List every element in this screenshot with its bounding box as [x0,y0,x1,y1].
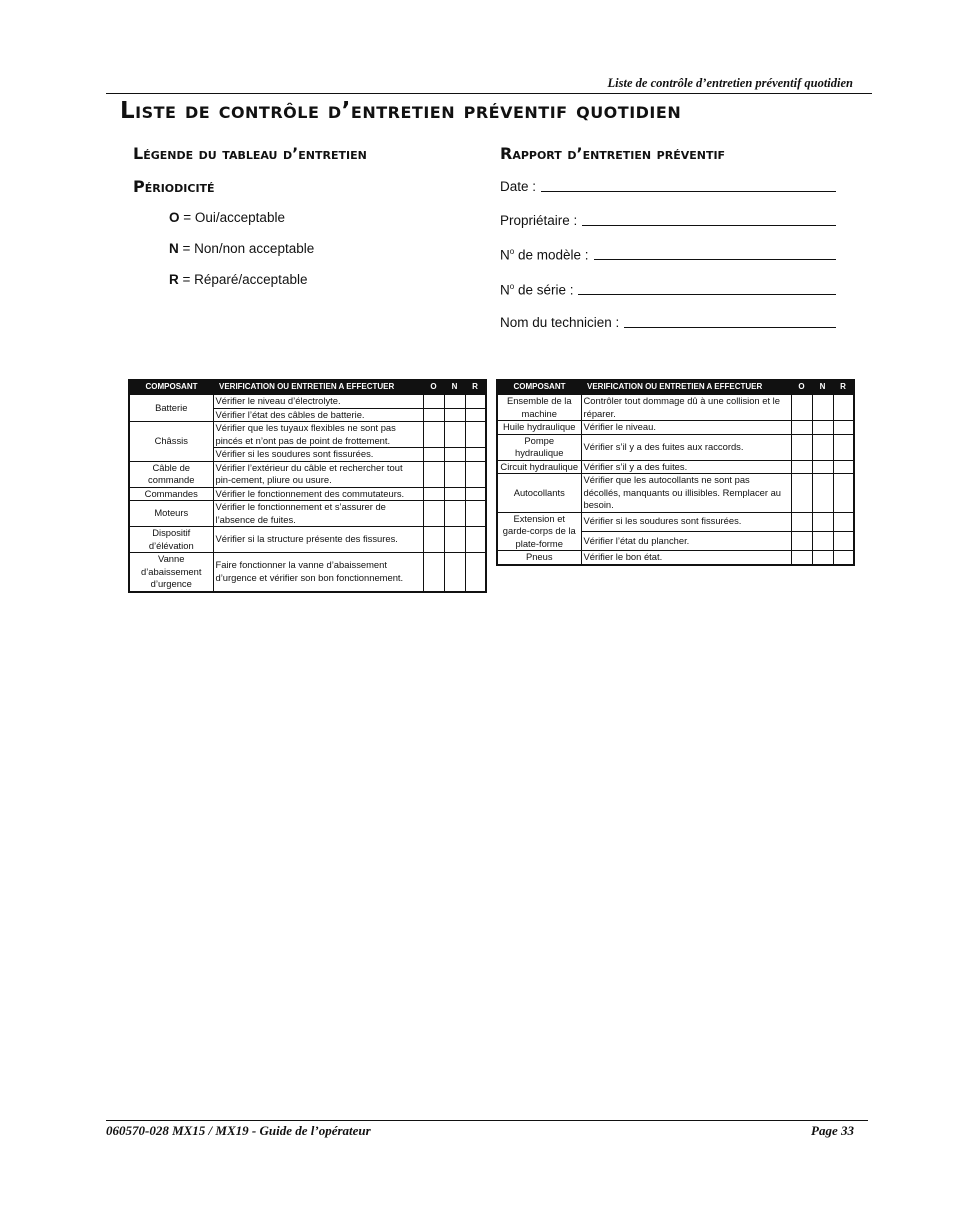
date-field[interactable] [500,178,836,194]
checkbox-n[interactable] [812,551,833,565]
check-cell: Vérifier si la structure présente des fissures. [213,527,423,553]
check-cell: Vérifier l’état du plancher. [581,531,791,550]
table-row [497,512,854,531]
column-header-check: VERIFICATION OU ENTRETIEN A EFFECTUER [581,380,791,395]
field-line[interactable] [594,259,837,260]
checkbox-r[interactable] [465,422,486,448]
checkbox-r[interactable] [465,487,486,501]
check-cell: Contrôler tout dommage dû à une collision et le réparer. [581,395,791,421]
checkbox-n[interactable] [444,553,465,592]
maintenance-table-left [128,379,487,593]
checkbox-n[interactable] [444,487,465,501]
component-cell: Batterie [129,395,213,422]
checkbox-r[interactable] [833,395,854,421]
checkbox-o[interactable] [791,434,812,460]
periodicity-title: Périodicité [133,177,215,196]
checkbox-o[interactable] [423,553,444,592]
legend-text: = Non/non acceptable [178,241,315,256]
checkbox-n[interactable] [444,448,465,462]
component-cell: Extension et garde-corps de la plate-forme [497,512,581,551]
column-header-component: COMPOSANT [129,380,213,395]
checkbox-n[interactable] [444,527,465,553]
footer-rule [106,1120,868,1121]
component-cell: Huile hydraulique [497,421,581,435]
checkbox-r[interactable] [833,434,854,460]
table-row [129,422,486,448]
checkbox-r[interactable] [833,421,854,435]
component-cell: Châssis [129,422,213,462]
field-label [500,282,578,298]
owner-field[interactable] [500,212,836,228]
checkbox-n[interactable] [812,474,833,513]
check-cell: Vérifier que les autocollants ne sont pas décollés, manquants ou illisibles. Remplacer au besoin. [581,474,791,513]
legend-key: R [169,272,179,287]
checkbox-o[interactable] [791,474,812,513]
checkbox-n[interactable] [812,421,833,435]
checkbox-n[interactable] [444,501,465,527]
column-header-component: COMPOSANT [497,380,581,395]
checkbox-o[interactable] [423,487,444,501]
column-header-r: R [465,380,486,395]
table-row [497,460,854,474]
component-cell: Circuit hydraulique [497,460,581,474]
serial-number-field[interactable] [500,281,836,297]
label-pre: N [500,282,510,297]
checkbox-r[interactable] [465,501,486,527]
component-cell: Pompe hydraulique [497,434,581,460]
running-header: Liste de contrôle d’entretien préventif quotidien [607,76,853,90]
component-cell: Autocollants [497,474,581,513]
table-row [497,395,854,421]
checkbox-r[interactable] [833,531,854,550]
maintenance-table-right [496,379,855,566]
checkbox-o[interactable] [791,551,812,565]
table-row [497,434,854,460]
checkbox-n[interactable] [812,531,833,550]
check-cell: Vérifier s’il y a des fuites aux raccords. [581,434,791,460]
legend-text: = Réparé/acceptable [178,272,308,287]
checkbox-r[interactable] [465,408,486,422]
technician-name-field[interactable] [500,314,836,330]
legend-title: Légende du tableau d’entretien [133,144,367,163]
model-number-field[interactable] [500,246,836,262]
page-number: Page 33 [811,1123,854,1138]
legend-key: N [169,241,179,256]
checkbox-o[interactable] [423,395,444,409]
component-cell: Dispositif d’élévation [129,527,213,553]
table-row [497,421,854,435]
component-cell: Câble de commande [129,461,213,487]
field-label: Nom du technicien : [500,315,620,330]
checkbox-r[interactable] [465,527,486,553]
column-header-o: O [423,380,444,395]
page-title: Liste de contrôle d’entretien préventif quotidien [120,98,682,124]
column-header-n: N [444,380,465,395]
checkbox-r[interactable] [833,551,854,565]
check-cell: Vérifier le fonctionnement et s’assurer de l’absence de fuites. [213,501,423,527]
report-title: Rapport d’entretien préventif [500,144,726,163]
table-row [129,395,486,409]
checkbox-r[interactable] [465,553,486,592]
header-rule [106,93,872,94]
column-header-o: O [791,380,812,395]
legend-key: O [169,210,180,225]
field-label: Date : [500,179,537,194]
checkbox-o[interactable] [423,501,444,527]
check-cell: Vérifier le fonctionnement des commutateurs. [213,487,423,501]
check-cell: Vérifier si les soudures sont fissurées. [581,512,791,531]
checkbox-n[interactable] [444,408,465,422]
component-cell: Moteurs [129,501,213,527]
checkbox-n[interactable] [444,395,465,409]
column-header-n: N [812,380,833,395]
footer-doc-title: 060570-028 MX15 / MX19 - Guide de l’opérateur [106,1123,371,1138]
legend-item-r [169,272,307,287]
check-cell: Faire fonctionner la vanne d’abaissement d’urgence et vérifier son bon fonctionnement. [213,553,423,592]
component-cell: Commandes [129,487,213,501]
table-row [497,474,854,513]
label-post: de modèle : [514,247,589,262]
check-cell: Vérifier l’état des câbles de batterie. [213,408,423,422]
field-line[interactable] [582,225,836,226]
checkbox-o[interactable] [791,512,812,531]
table-row [497,551,854,565]
checkbox-o[interactable] [423,448,444,462]
column-header-r: R [833,380,854,395]
label-pre: N [500,247,510,262]
checkbox-o[interactable] [423,527,444,553]
checkbox-o[interactable] [423,422,444,448]
component-cell: Pneus [497,551,581,565]
checkbox-n[interactable] [812,512,833,531]
field-line[interactable] [578,294,836,295]
checkbox-o[interactable] [423,461,444,487]
field-line[interactable] [541,191,836,192]
checkbox-n[interactable] [444,422,465,448]
label-post: de série : [514,282,574,297]
table-row [129,527,486,553]
checkbox-n[interactable] [812,460,833,474]
checkbox-o[interactable] [791,395,812,421]
table-row [129,553,486,592]
check-cell: Vérifier si les soudures sont fissurées. [213,448,423,462]
checkbox-r[interactable] [833,460,854,474]
field-label [500,247,594,263]
column-header-check: VERIFICATION OU ENTRETIEN A EFFECTUER [213,380,423,395]
table-row [129,487,486,501]
checkbox-r[interactable] [465,448,486,462]
field-label: Propriétaire : [500,213,578,228]
field-line[interactable] [624,327,836,328]
component-cell: Ensemble de la machine [497,395,581,421]
checkbox-r[interactable] [465,395,486,409]
legend-item-n [169,241,314,256]
check-cell: Vérifier l’extérieur du câble et rechercher tout pin-cement, pliure ou usure. [213,461,423,487]
label-sup: o [509,246,515,256]
checkbox-r[interactable] [833,512,854,531]
checkbox-r[interactable] [465,461,486,487]
check-cell: Vérifier le niveau d’électrolyte. [213,395,423,409]
check-cell: Vérifier s’il y a des fuites. [581,460,791,474]
label-sup: o [509,281,515,291]
legend-text: = Oui/acceptable [179,210,285,225]
checkbox-n[interactable] [812,395,833,421]
check-cell: Vérifier le niveau. [581,421,791,435]
legend-item-o [169,210,285,225]
checkbox-n[interactable] [812,434,833,460]
checkbox-n[interactable] [444,461,465,487]
checkbox-o[interactable] [423,408,444,422]
checkbox-o[interactable] [791,421,812,435]
checkbox-r[interactable] [833,474,854,513]
table-row [129,461,486,487]
table-row [129,501,486,527]
component-cell: Vanne d’abaissement d’urgence [129,553,213,592]
check-cell: Vérifier le bon état. [581,551,791,565]
check-cell: Vérifier que les tuyaux flexibles ne sont pas pincés et n’ont pas de point de frottement. [213,422,423,448]
checkbox-o[interactable] [791,460,812,474]
checkbox-o[interactable] [791,531,812,550]
